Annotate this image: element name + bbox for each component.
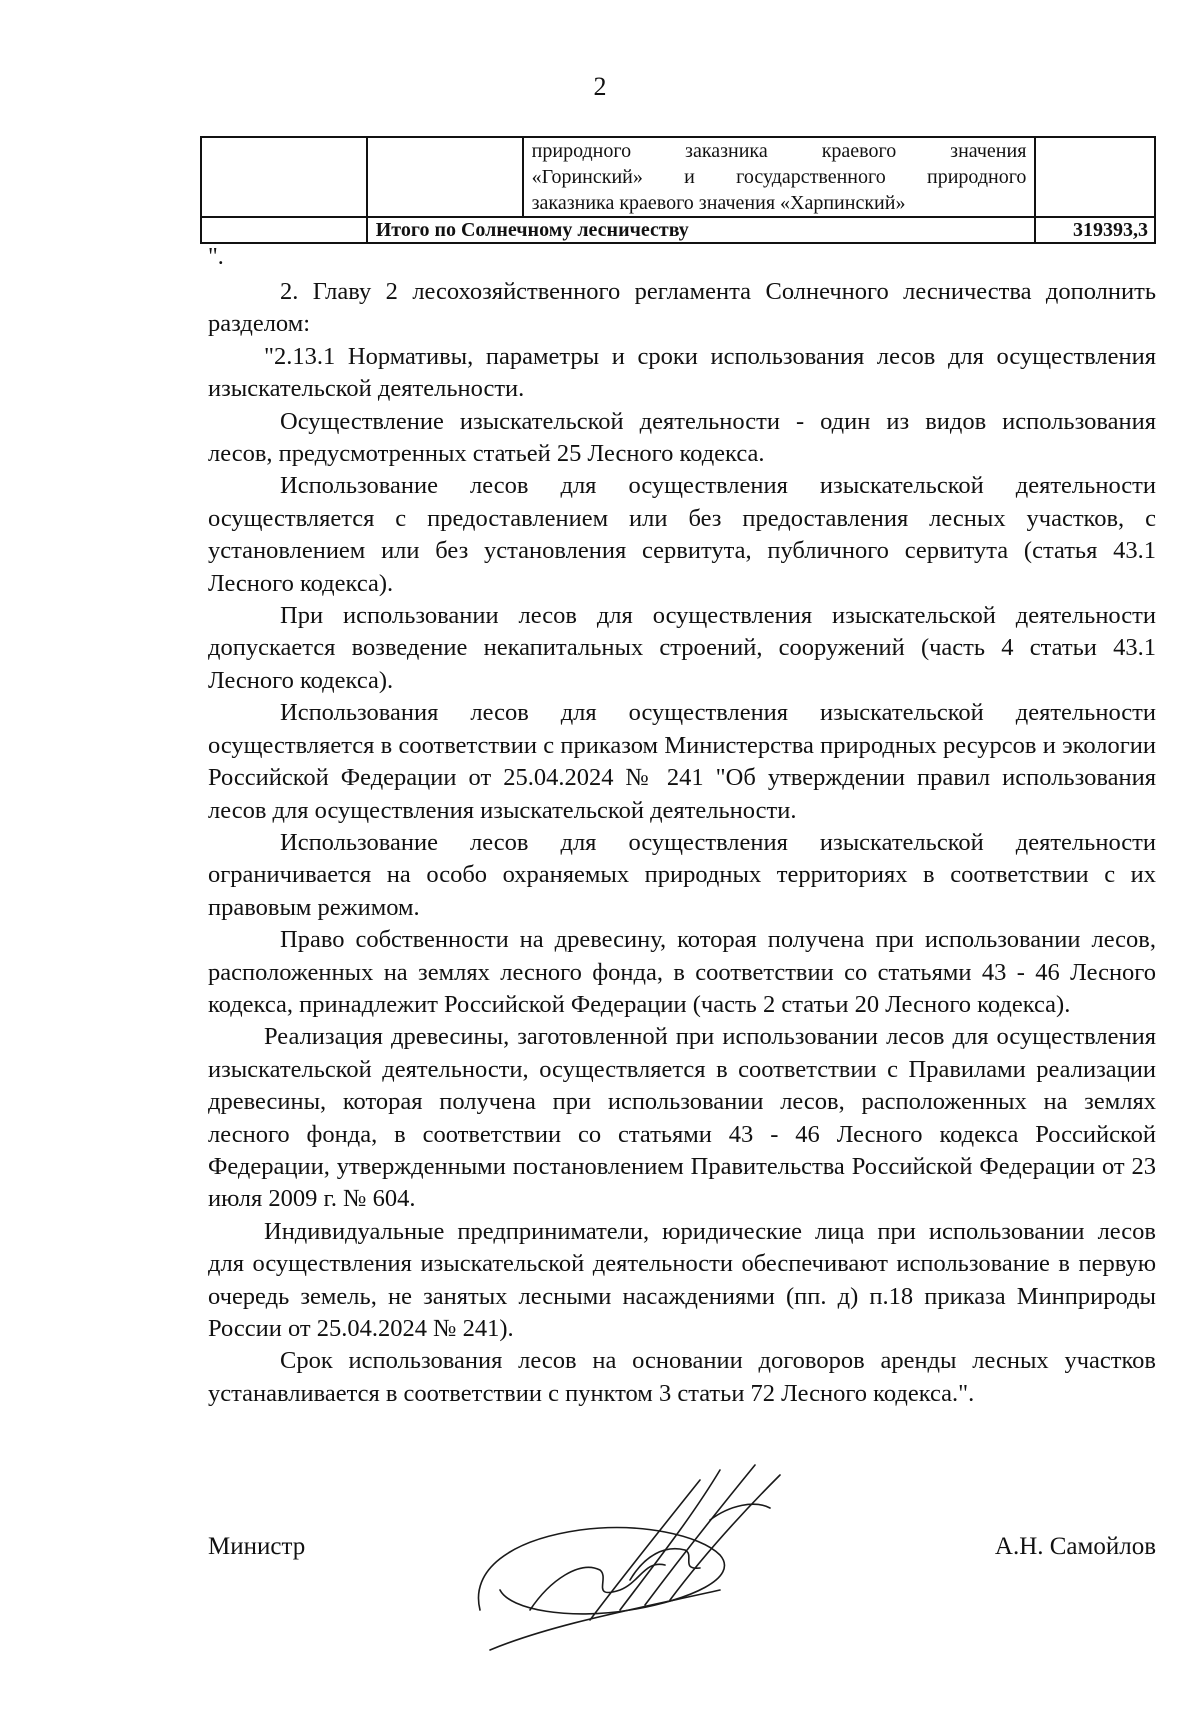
continuation-table xyxy=(200,136,1156,244)
signature-block xyxy=(208,1533,1156,1573)
page-number: 2 xyxy=(593,72,607,101)
closing-quote: ". xyxy=(208,244,224,270)
paragraph: Реализация древесины, заготовленной при использовании лесов для осуществления изыскательской деятельности, осуществляется в соответствии с Правилами реализации древесины, которая получена при использовании лесов, расположенных на землях лесного фонда, в соответствии со статьями 43 - 46 Лесного кодекса Российской Федерации, утвержденными постановлением Правительства Российской Федерации от 23 июля 2009 г. № 604. xyxy=(208,1023,1156,1213)
paragraph: Срок использования лесов на основании договоров аренды лесных участков устанавливается в соответствии с пунктом 3 статьи 72 Лесного кодекса.". xyxy=(208,1347,1156,1407)
table-cell-line: заказника краевого значения «Харпинский» xyxy=(531,192,906,214)
paragraph: Индивидуальные предприниматели, юридические лица при использовании лесов для осуществления изыскательской деятельности обеспечивают использование в первую очередь земель, не занятых лесными насаждениями (пп. д) п.18 приказа Минприроды России от 25.04.2024 № 241). xyxy=(208,1217,1156,1342)
paragraph: Использование лесов для осуществления изыскательской деятельности ограничивается на особо охраняемых природных территориях в соответствии с их правовым режимом. xyxy=(208,828,1156,921)
table-total-row xyxy=(201,217,1155,243)
table-cell-description xyxy=(523,137,1036,217)
paragraph: 2. Главу 2 лесохозяйственного регламента Солнечного лесничества дополнить разделом: xyxy=(208,278,1156,338)
paragraph: "2.13.1 Нормативы, параметры и сроки использования лесов для осуществления изыскательской деятельности. xyxy=(208,342,1156,403)
table-cell-empty xyxy=(201,137,367,217)
signatory-name: А.Н. Самойлов xyxy=(994,1533,1156,1560)
table-cell-line: «Горинский» и государственного природного xyxy=(531,166,1027,188)
paragraph: Использования лесов для осуществления изыскательской деятельности осуществляется в соответствии с приказом Министерства природных ресурсов и экологии Российской Федерации от 25.04.2024 № 241 "Об утверждении правил использования лесов для осуществления изыскательской деятельности. xyxy=(208,699,1156,824)
total-value: 319393,3 xyxy=(1035,217,1155,243)
paragraph: При использовании лесов для осуществления изыскательской деятельности допускается возведение некапитальных строений, сооружений (часть 4 статьи 43.1 Лесного кодекса). xyxy=(208,602,1156,694)
paragraph: Осуществление изыскательской деятельности - один из видов использования лесов, предусмотренных статьей 25 Лесного кодекса. xyxy=(208,407,1156,468)
signatory-title: Министр xyxy=(208,1533,306,1560)
paragraph: Право собственности на древесину, которая получена при использовании лесов, расположенных на землях лесного фонда, в соответствии со статьями 43 - 46 Лесного кодекса, принадлежит Российской Федерации (часть 2 статьи 20 Лесного кодекса). xyxy=(208,926,1156,1018)
table-cell-empty xyxy=(367,137,523,217)
table-cell-line: природного заказника краевого значения xyxy=(531,140,1027,162)
paragraph: Использование лесов для осуществления изыскательской деятельности осуществляется с предоставлением или без предоставления лесных участков, с установлением или без установления сервитута, публичного сервитута (статья 43.1 Лесного кодекса). xyxy=(208,472,1156,597)
table-cell-empty xyxy=(201,217,367,243)
table-cell-empty xyxy=(1035,137,1155,217)
body-text xyxy=(208,276,1156,1410)
total-label: Итого по Солнечному лесничеству xyxy=(367,217,1036,243)
table-row xyxy=(201,137,1155,217)
